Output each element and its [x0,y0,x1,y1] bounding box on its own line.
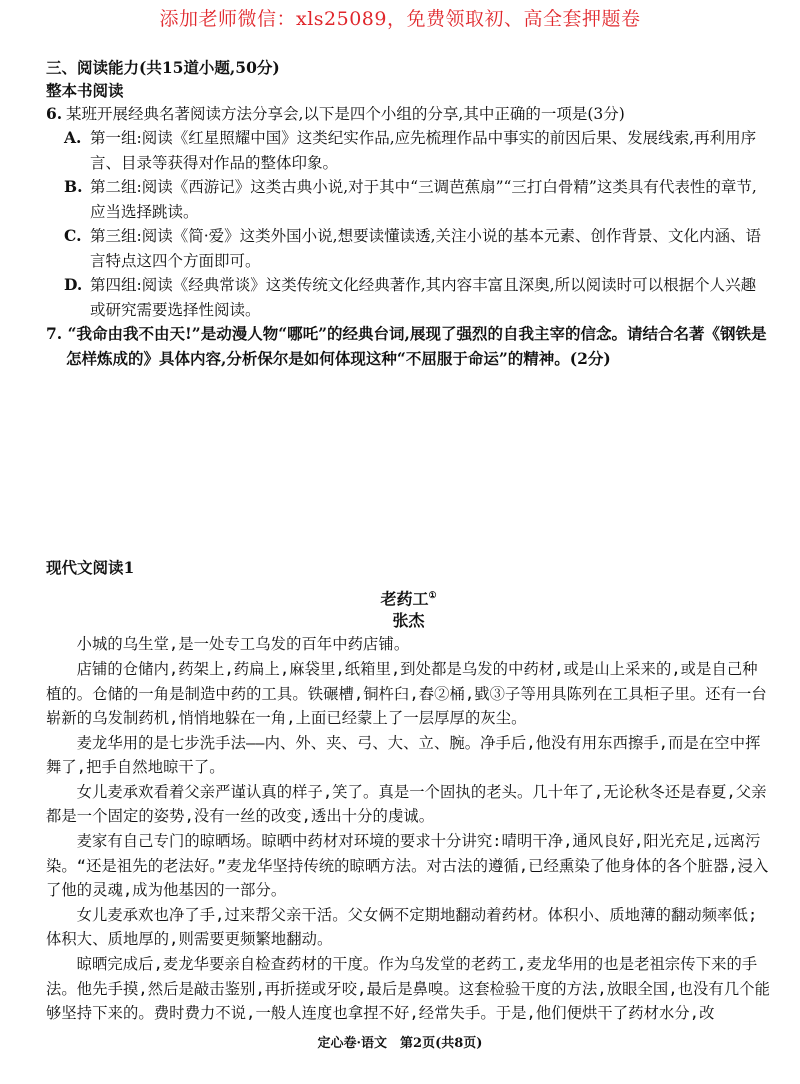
article-title-text: 老药工 [380,589,429,609]
option-b [46,175,771,224]
paragraph: 女儿麦承欢看着父亲严谨认真的样子,笑了。真是一个固执的老头。几十年了,无论秋冬还是春夏,父亲都是一个固定的姿势,没有一丝的改变,透出十分的虔诚。 [46,782,767,826]
option-c [46,224,771,273]
option-letter: D. [64,275,83,294]
question-7: 7. “我命由我不由天!”是动漫人物“哪吒”的经典台词,展现了强烈的自我主宰的信念。请结合名著《钢铁是怎样炼成的》具体内容,分析保尔是如何体现这种“不屈服于命运”的精神。(2分) [46,324,767,368]
paragraph: 麦龙华用的是七步洗手法——内、外、夹、弓、大、立、腕。净手后,他没有用东西擦手,而是在空中挥舞了,把手自然地晾干了。 [46,733,761,777]
footnote-mark: ① [428,591,437,601]
page-footer: 定心卷·语文 第2页(共8页) [317,1036,483,1051]
modern-reading-title: 现代文阅读1 [46,558,135,577]
section-title: 三、阅读能力(共15道小题,50分) [46,58,280,77]
option-letter: C. [64,226,82,245]
paragraph: 店铺的仓储内,药架上,药扁上,麻袋里,纸箱里,到处都是乌发的中药材,或是山上采来的,或是自己种植的。仓储的一角是制造中药的工具。铁碾槽,铜杵臼,舂②桶,戥③子等用具陈列在工具柜子里。还有一台崭新的乌发制药机,悄悄地躲在一角,上面已经蒙上了一层厚厚的灰尘。 [46,659,767,728]
paragraph: 晾晒完成后,麦龙华要亲自检查药材的干度。作为乌发堂的老药工,麦龙华用的也是老祖宗传下来的手法。他先手摸,然后是敲击鉴别,再折搓或牙咬,最后是鼻嗅。这套检验干度的方法,放眼全国,也没有几个能够坚持下来的。费时费力不说,一般人连度也拿捏不好,经常失手。于是,他们便烘干了药材水分,改 [46,955,771,1023]
option-letter: A. [64,128,82,147]
option-text: 第四组:阅读《经典常谈》这类传统文化经典著作,其内容丰富且深奥,所以阅读时可以根据个人兴趣或研究需要选择性阅读。 [90,276,757,319]
paragraph: 小城的乌生堂,是一处专工乌发的百年中药店铺。 [76,635,410,654]
option-text: 第一组:阅读《红星照耀中国》这类纪实作品,应先梳理作品中事实的前因后果、发展线索,再利用序言、目录等获得对作品的整体印象。 [90,129,757,172]
option-letter: B. [64,177,83,196]
option-a [46,126,771,175]
subsection-title: 整本书阅读 [46,81,124,100]
exam-page [46,56,771,1026]
promo-banner: 添加老师微信：xls25089，免费领取初、高全套押题卷 [159,8,641,30]
option-text: 第二组:阅读《西游记》这类古典小说,对于其中“三调芭蕉扇”“三打白骨精”这类具有代表性的章节,应当选择跳读。 [90,178,757,221]
question-6-stem [46,102,771,126]
question-text: 某班开展经典名著阅读方法分享会,以下是四个小组的分享,其中正确的一项是(3分) [66,105,625,123]
option-d [46,273,771,322]
article-author: 张杰 [392,611,425,631]
question-number: 6. [46,104,63,123]
article-title [46,585,771,610]
paragraph: 麦家有自己专门的晾晒场。晾晒中药材对环境的要求十分讲究:晴明干净,通风良好,阳光充足,远离污染。“还是祖先的老法好。”麦龙华坚持传统的晾晒方法。对古法的遵循,已经熏染了他身体的各个脏器,浸入了他的灵魂,成为他基因的一部分。 [46,832,769,900]
option-text: 第三组:阅读《简·爱》这类外国小说,想要读懂读透,关注小说的基本元素、创作背景、文化内涵、语言特点这四个方面即可。 [90,227,762,270]
paragraph: 女儿麦承欢也净了手,过来帮父亲干活。父女俩不定期地翻动着药材。体积小、质地薄的翻动频率低;体积大、质地厚的,则需要更频繁地翻动。 [46,905,758,949]
answer-space [46,371,771,557]
